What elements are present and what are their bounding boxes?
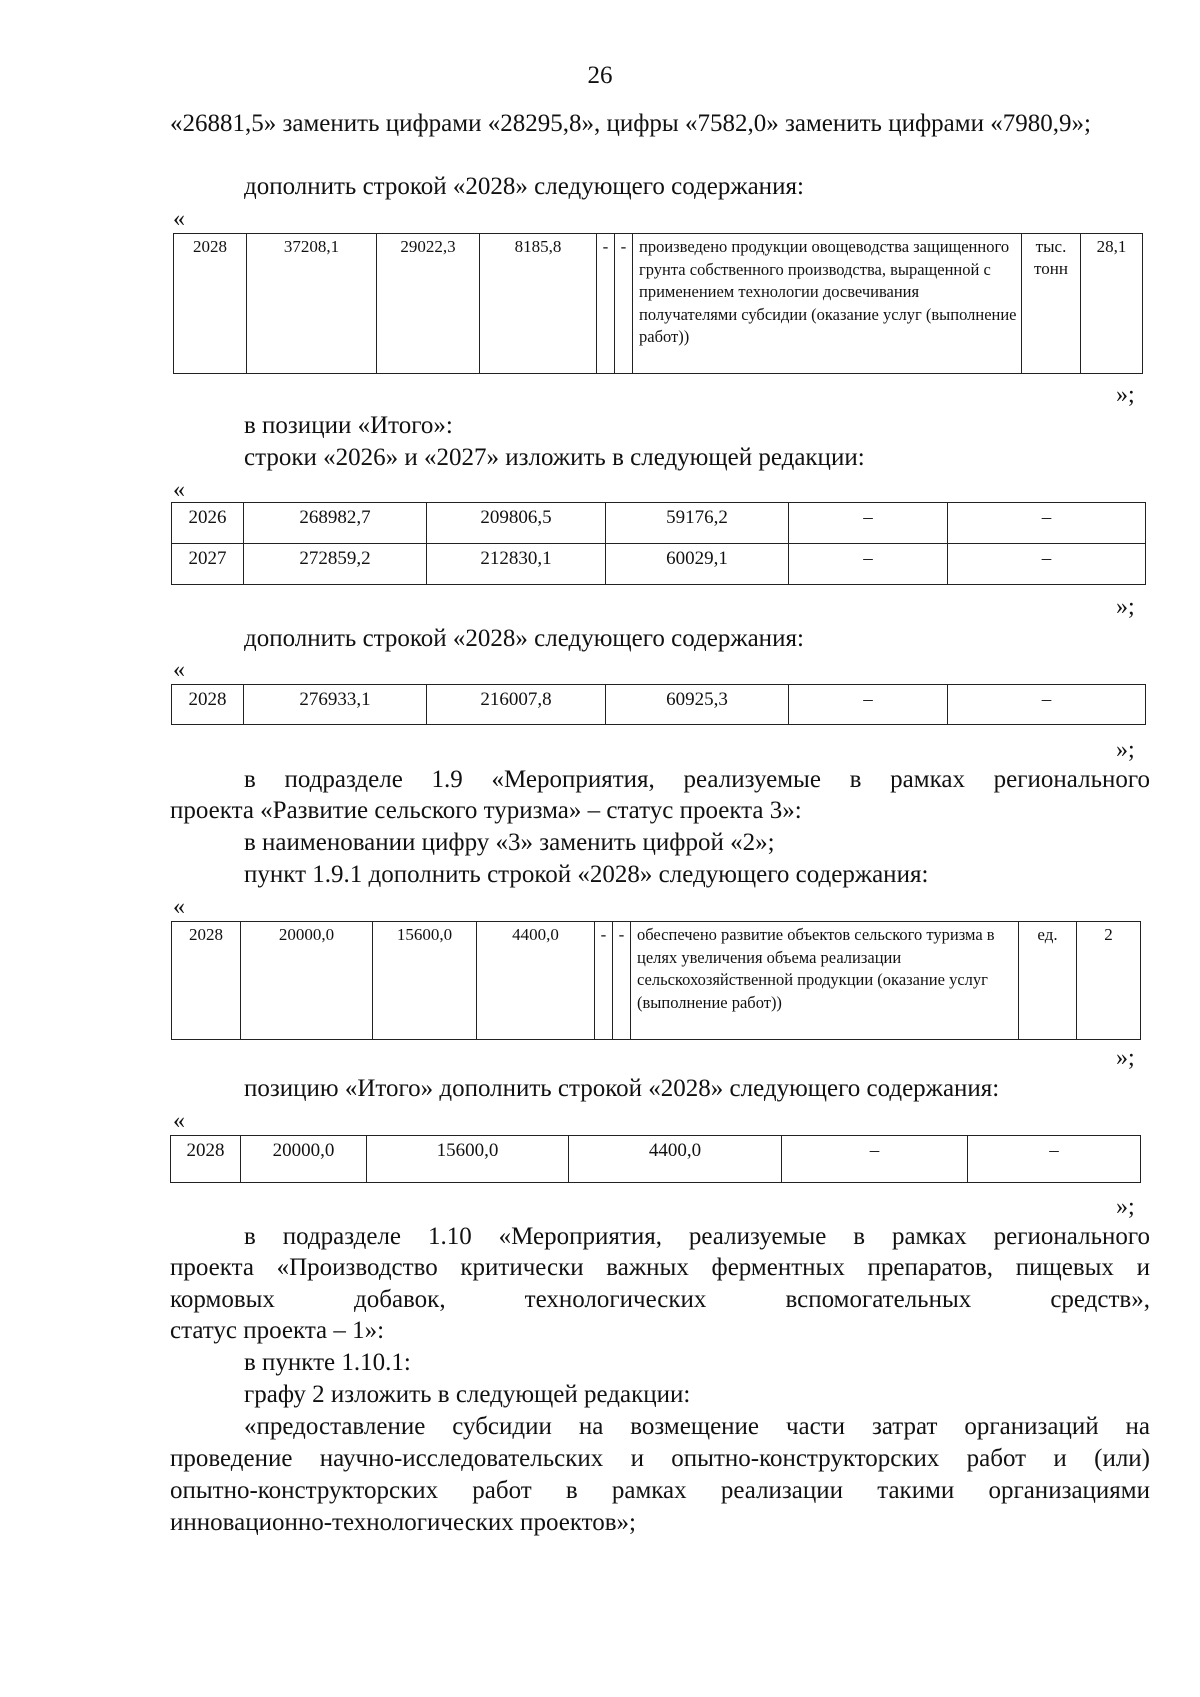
table-total-2026-2027 <box>171 502 1146 585</box>
table-row-2028-vegetables <box>173 233 1143 374</box>
cell-regional: 4400,0 <box>477 922 595 1040</box>
cell-col6: - <box>613 922 631 1040</box>
cell-year: 2027 <box>172 544 244 585</box>
paragraph-subsection-1-9-line1: в подразделе 1.9 «Мероприятия, реализуемые в рамках регионального <box>244 766 1150 793</box>
cell-year: 2028 <box>174 234 247 374</box>
quote-open: « <box>173 894 185 920</box>
paragraph-column-2: графу 2 изложить в следующей редакции: <box>244 1381 691 1408</box>
cell-regional: 4400,0 <box>569 1136 782 1183</box>
cell-total: 20000,0 <box>241 1136 367 1183</box>
table-row <box>172 503 1146 544</box>
paragraph-name-digit: в наименовании цифру «3» заменить цифрой «2»; <box>244 829 775 856</box>
cell-unit: тыс. тонн <box>1022 234 1081 374</box>
quote-close: »; <box>1116 737 1135 763</box>
paragraph-total-position: в позиции «Итого»: <box>244 412 453 439</box>
quote-close: »; <box>1116 382 1135 408</box>
cell-col6: - <box>615 234 633 374</box>
cell-federal: 15600,0 <box>373 922 477 1040</box>
quote-close: »; <box>1116 1194 1135 1220</box>
cell-federal: 29022,3 <box>377 234 480 374</box>
quote-close: »; <box>1116 594 1135 620</box>
paragraph-subsidy-line1: «предоставление субсидии на возмещение части затрат организаций на <box>244 1413 1150 1440</box>
cell-total: 276933,1 <box>244 685 427 725</box>
table-total-2028-tourism <box>170 1135 1141 1183</box>
table-row-2028-tourism <box>171 921 1141 1040</box>
cell-result-description: обеспечено развитие объектов сельского туризма в целях увеличения объема реализации сельскохозяйственной продукции (оказание услуг (выполнение работ)) <box>631 922 1019 1040</box>
cell-col5: – <box>782 1136 968 1183</box>
paragraph-subsection-1-10-line1: в подразделе 1.10 «Мероприятия, реализуемые в рамках регионального <box>244 1223 1150 1250</box>
table-row <box>171 1136 1141 1183</box>
table-row <box>172 544 1146 585</box>
paragraph-replace-figures: «26881,5» заменить цифрами «28295,8», цифры «7582,0» заменить цифрами «7980,9»; <box>170 110 1091 137</box>
table-total-2028 <box>171 684 1146 725</box>
cell-col5: – <box>789 685 948 725</box>
cell-regional: 60925,3 <box>606 685 789 725</box>
paragraph-add-row: дополнить строкой «2028» следующего содержания: <box>244 625 804 652</box>
cell-col5: - <box>597 234 615 374</box>
cell-col6: – <box>968 1136 1141 1183</box>
quote-open: « <box>173 1108 185 1134</box>
paragraph-subsection-1-9-line2: проекта «Развитие сельского туризма» – статус проекта 3»: <box>170 797 802 824</box>
cell-col6: – <box>948 685 1146 725</box>
paragraph-point-1-10-1: в пункте 1.10.1: <box>244 1349 411 1376</box>
cell-unit: ед. <box>1019 922 1077 1040</box>
cell-total: 20000,0 <box>241 922 373 1040</box>
cell-col5: - <box>595 922 613 1040</box>
paragraph-subsection-1-10-line4: статус проекта – 1»: <box>170 1317 385 1344</box>
cell-value: 2 <box>1077 922 1141 1040</box>
cell-regional: 59176,2 <box>606 503 789 544</box>
cell-year: 2028 <box>172 922 241 1040</box>
cell-regional: 8185,8 <box>480 234 597 374</box>
paragraph-rows-2026-2027: строки «2026» и «2027» изложить в следующей редакции: <box>244 444 865 471</box>
cell-col5: – <box>789 503 948 544</box>
paragraph-subsidy-line2: проведение научно-исследовательских и опытно-конструкторских работ и (или) <box>170 1445 1150 1472</box>
cell-total: 272859,2 <box>244 544 427 585</box>
page-number: 26 <box>587 62 613 89</box>
quote-open: « <box>173 477 185 503</box>
quote-close: »; <box>1116 1045 1135 1071</box>
cell-col6: – <box>948 503 1146 544</box>
paragraph-add-row: дополнить строкой «2028» следующего содержания: <box>244 173 804 200</box>
paragraph-subsection-1-10-line2: проекта «Производство критически важных ферментных препаратов, пищевых и <box>170 1254 1150 1281</box>
paragraph-subsidy-line3: опытно-конструкторских работ в рамках реализации такими организациями <box>170 1477 1150 1504</box>
cell-total: 37208,1 <box>247 234 377 374</box>
paragraph-subsidy-line4: инновационно-технологических проектов»; <box>170 1509 637 1536</box>
quote-open: « <box>173 657 185 683</box>
cell-year: 2028 <box>172 685 244 725</box>
cell-federal: 209806,5 <box>427 503 606 544</box>
cell-total: 268982,7 <box>244 503 427 544</box>
cell-year: 2026 <box>172 503 244 544</box>
cell-col5: – <box>789 544 948 585</box>
cell-year: 2028 <box>171 1136 241 1183</box>
paragraph-point-1-9-1: пункт 1.9.1 дополнить строкой «2028» следующего содержания: <box>244 861 929 888</box>
cell-regional: 60029,1 <box>606 544 789 585</box>
paragraph-subsection-1-10-line3: кормовых добавок, технологических вспомогательных средств», <box>170 1286 1150 1313</box>
cell-federal: 216007,8 <box>427 685 606 725</box>
quote-open: « <box>173 206 185 232</box>
cell-federal: 212830,1 <box>427 544 606 585</box>
cell-result-description: произведено продукции овощеводства защищенного грунта собственного производства, выращенной с применением технологии досвечивания получателями субсидии (оказание услуг (выполнение работ)) <box>633 234 1022 374</box>
paragraph-total-add-row: позицию «Итого» дополнить строкой «2028» следующего содержания: <box>244 1075 1000 1102</box>
table-row <box>172 685 1146 725</box>
cell-federal: 15600,0 <box>367 1136 569 1183</box>
cell-col6: – <box>948 544 1146 585</box>
cell-value: 28,1 <box>1081 234 1143 374</box>
